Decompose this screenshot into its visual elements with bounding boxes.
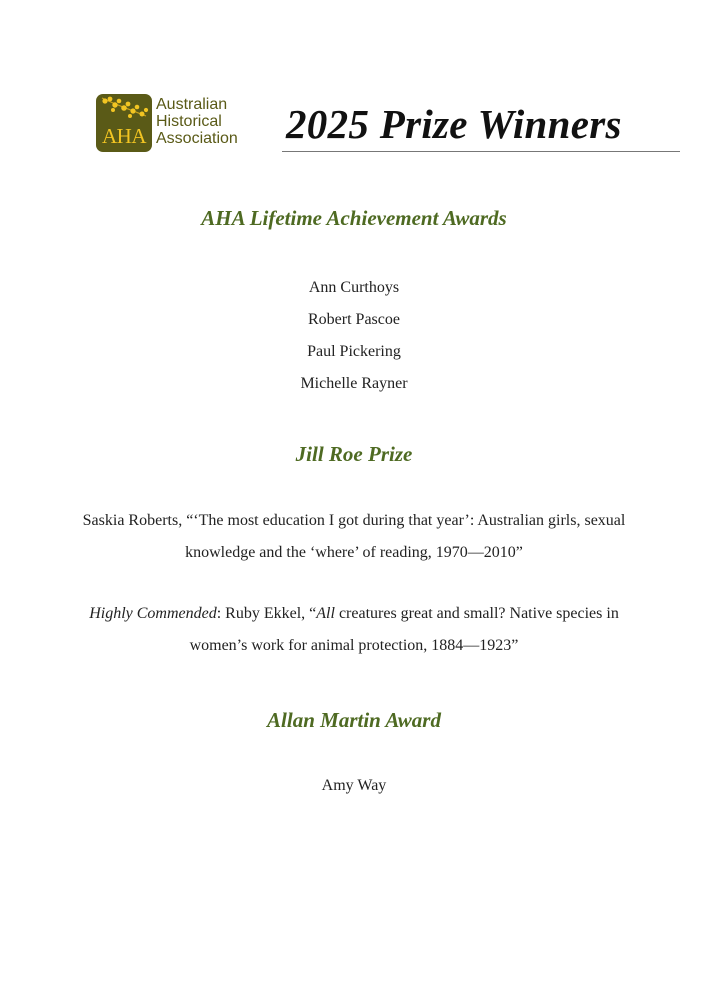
commended-entry-start: : Ruby Ekkel, “ bbox=[216, 605, 317, 622]
logo-organisation-name bbox=[156, 96, 266, 147]
winner-name: Michelle Rayner bbox=[300, 375, 408, 392]
highly-commended-label: Highly Commended bbox=[89, 605, 217, 622]
jill-roe-highly-commended bbox=[60, 598, 648, 662]
title-divider bbox=[282, 151, 680, 152]
winner-name: Ann Curthoys bbox=[308, 279, 400, 296]
commended-entry-rest: creatures great and small? Native species in women’s work for animal protection, 1884—1923” bbox=[189, 605, 619, 654]
allan-martin-winner: Amy Way bbox=[321, 777, 387, 794]
logo-abbreviation: AHA bbox=[102, 124, 146, 148]
allan-martin-award-heading: Allan Martin Award bbox=[267, 708, 441, 732]
page-header bbox=[0, 0, 708, 170]
lifetime-achievement-winners bbox=[0, 272, 708, 400]
logo-emblem bbox=[96, 94, 152, 152]
commended-italic-word: All bbox=[316, 605, 335, 622]
logo-name-line: Association bbox=[156, 130, 238, 147]
logo-name-line: Australian bbox=[156, 96, 228, 113]
jill-roe-prize-heading: Jill Roe Prize bbox=[295, 442, 413, 466]
jill-roe-winner: Saskia Roberts, “‘The most education I got during that year’: Australian girls, sexual knowledge and the ‘where’ of reading, 1970—2010” bbox=[82, 512, 626, 561]
page-title: 2025 Prize Winners bbox=[286, 101, 622, 147]
winner-name: Paul Pickering bbox=[307, 343, 401, 360]
logo-name-line: Historical bbox=[156, 113, 222, 130]
winner-name: Robert Pascoe bbox=[308, 311, 400, 328]
aha-logo bbox=[96, 94, 260, 154]
lifetime-achievement-heading: AHA Lifetime Achievement Awards bbox=[201, 206, 507, 230]
